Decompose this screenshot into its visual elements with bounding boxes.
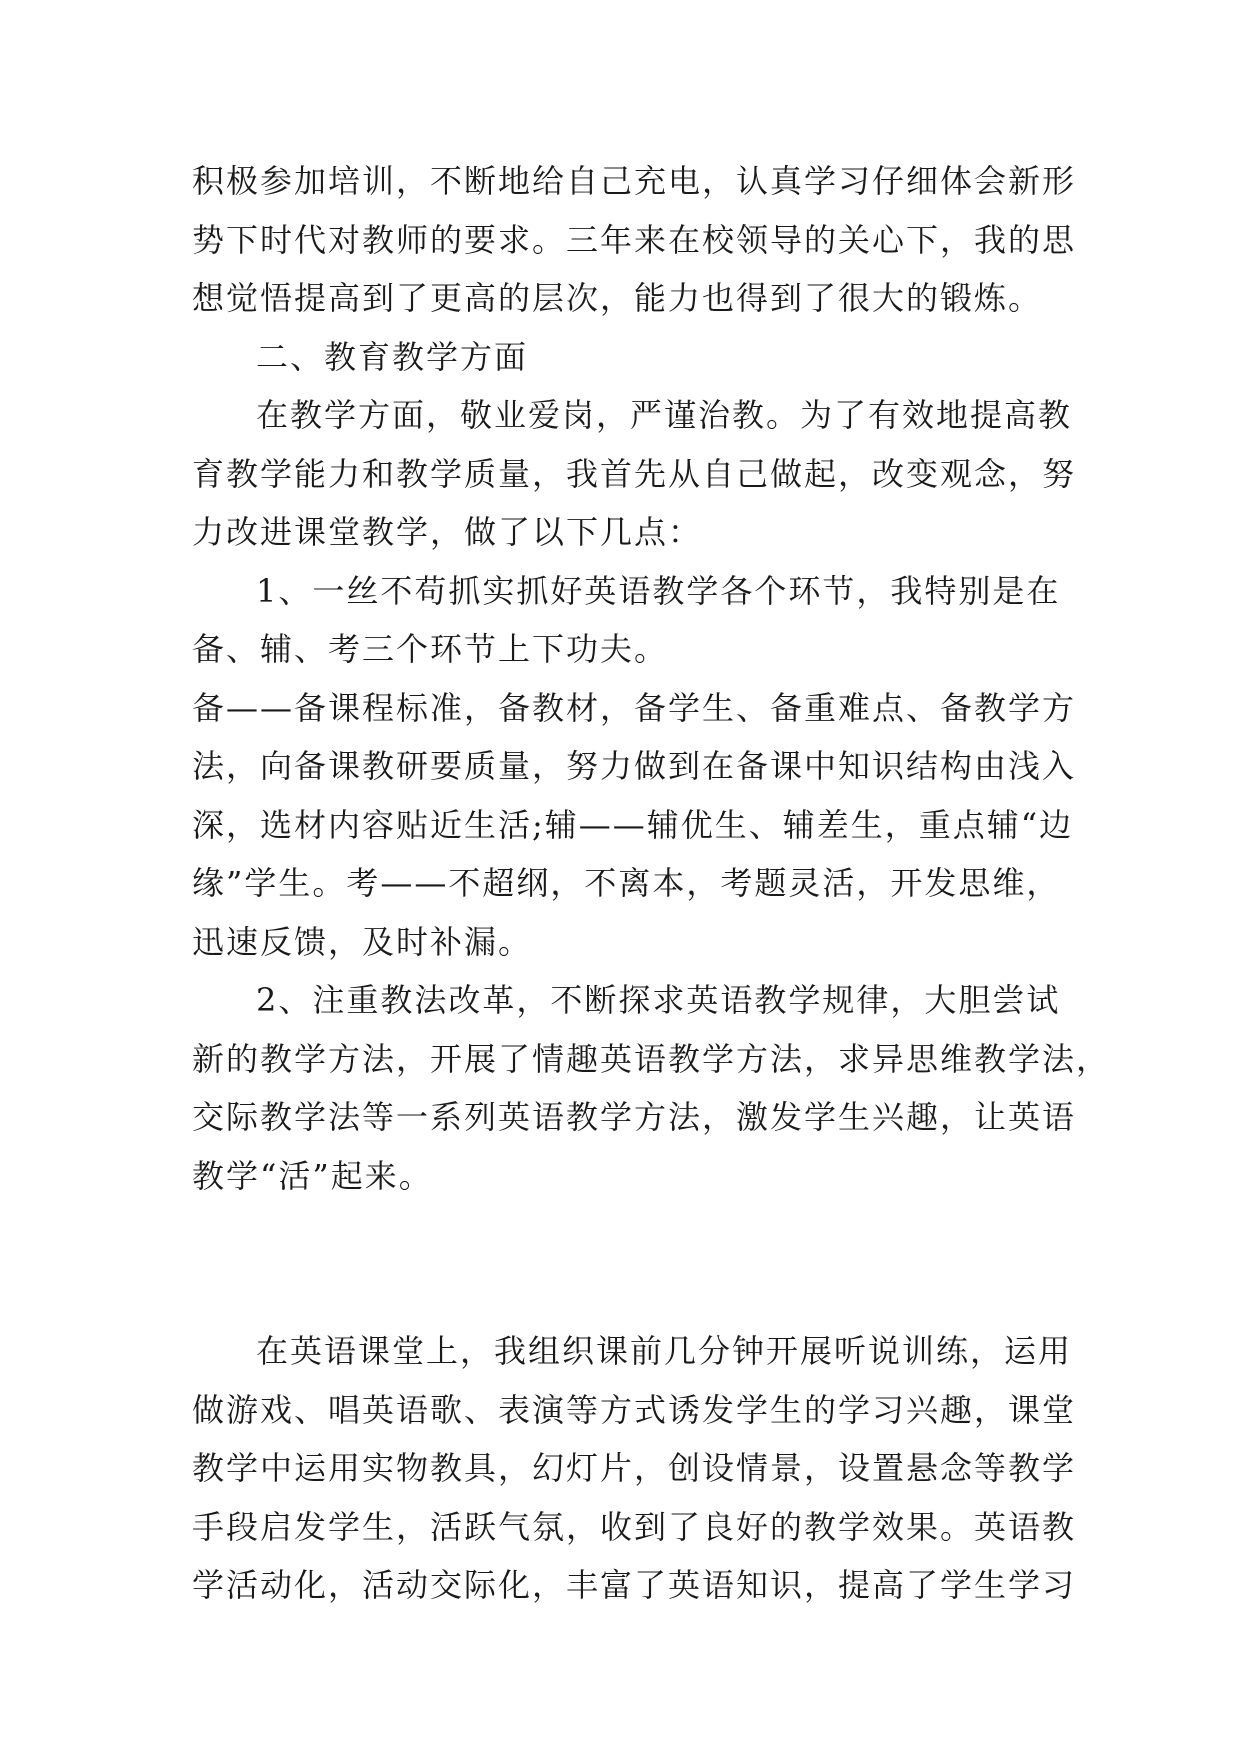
paragraph-line: 育教学能力和教学质量，我首先从自己做起，改变观念，努 bbox=[192, 454, 1077, 493]
paragraph-line: 手段启发学生，活跃气氛，收到了良好的教学效果。英语教 bbox=[192, 1507, 1077, 1546]
paragraph-line: 法，向备课教研要质量，努力做到在备课中知识结构由浅入 bbox=[192, 747, 1077, 785]
paragraph-line: 教学中运用实物教具，幻灯片，创设情景，设置悬念等教学 bbox=[192, 1449, 1077, 1487]
paragraph-line: 新的教学方法，开展了情趣英语教学方法，求异思维教学法， bbox=[192, 1039, 1111, 1078]
paragraph-line: 备、辅、考三个环节上下功夫。 bbox=[192, 630, 669, 668]
document-body bbox=[192, 152, 1111, 1615]
paragraph-line: 在教学方面，敬业爱岗，严谨治教。为了有效地提高教 bbox=[256, 396, 1073, 434]
section-heading: 二、教育教学方面 bbox=[256, 337, 529, 376]
paragraph-line: 在英语课堂上，我组织课前几分钟开展听说训练，运用 bbox=[256, 1332, 1073, 1370]
paragraph-line: 深，选材内容贴近生活;辅——辅优生、辅差生，重点辅“边 bbox=[192, 805, 1074, 844]
paragraph-line: 学活动化，活动交际化，丰富了英语知识，提高了学生学习 bbox=[192, 1566, 1077, 1604]
paragraph-line: 想觉悟提高到了更高的层次，能力也得到了很大的锻炼。 bbox=[192, 279, 1043, 317]
paragraph-line: 势下时代对教师的要求。三年来在校领导的关心下，我的思 bbox=[192, 220, 1077, 259]
paragraph-line: 备——备课程标准，备教材，备学生、备重难点、备教学方 bbox=[192, 688, 1077, 727]
blank-spacer bbox=[192, 1205, 1072, 1322]
paragraph-line: 交际教学法等一系列英语教学方法，激发学生兴趣，让英语 bbox=[192, 1098, 1077, 1136]
paragraph-line: 2、注重教法改革，不断探求英语教学规律，大胆尝试 bbox=[256, 981, 1061, 1019]
paragraph-line: 做游戏、唱英语歌、表演等方式诱发学生的学习兴趣，课堂 bbox=[192, 1390, 1077, 1429]
paragraph-line: 积极参加培训，不断地给自己充电，认真学习仔细体会新形 bbox=[192, 162, 1077, 200]
paragraph-line: 教学“活”起来。 bbox=[192, 1156, 433, 1195]
paragraph-line: 1、一丝不苟抓实抓好英语教学各个环节，我特别是在 bbox=[256, 571, 1061, 610]
paragraph-line: 缘”学生。考——不超纲，不离本，考题灵活，开发思维， bbox=[192, 864, 1061, 902]
paragraph-line: 迅速反馈，及时补漏。 bbox=[192, 922, 533, 961]
paragraph-line: 力改进课堂教学，做了以下几点： bbox=[192, 513, 703, 551]
